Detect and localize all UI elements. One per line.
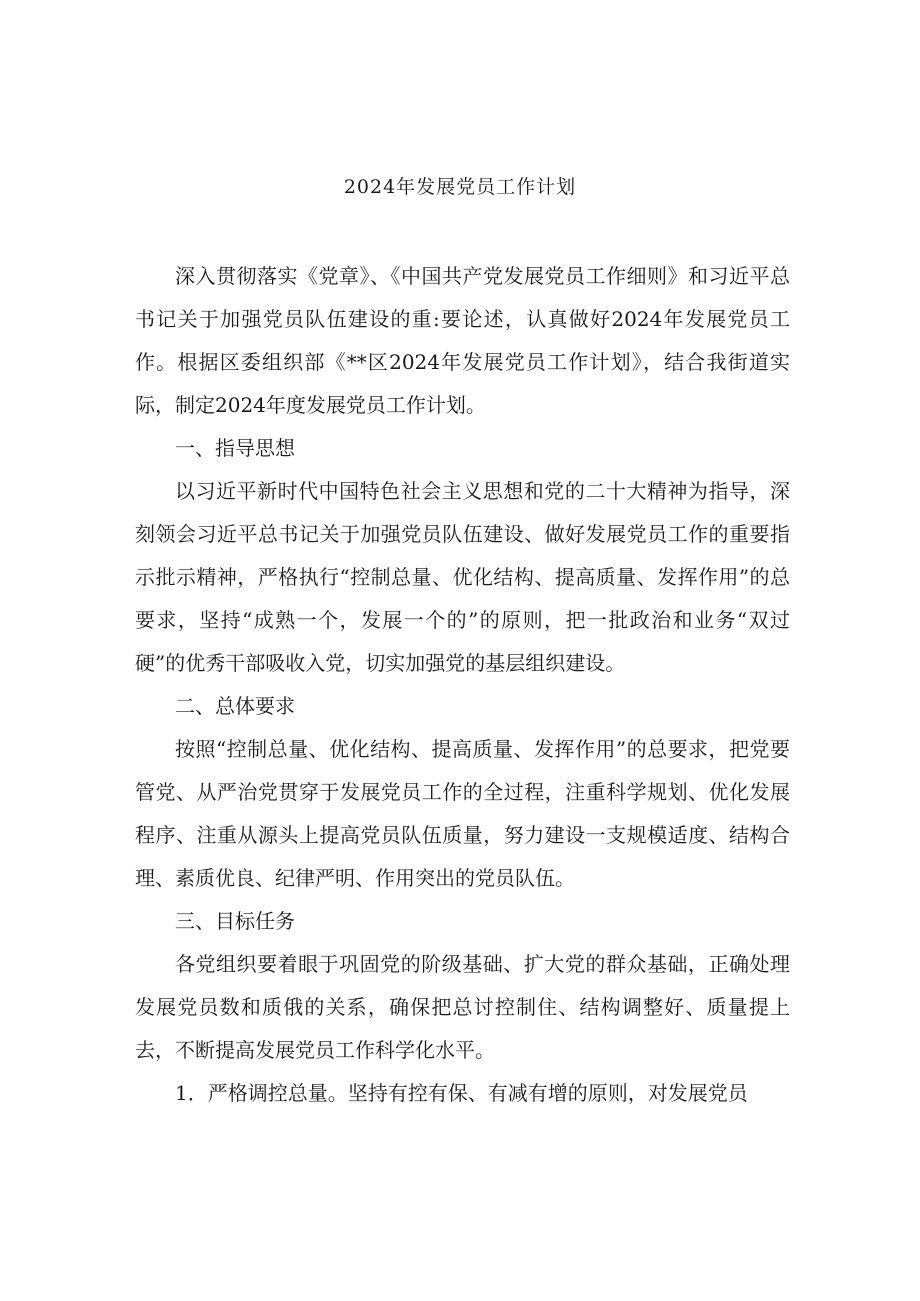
section-paragraph-goals-tasks: 各党组织要着眼于巩固党的阶级基础、扩大党的群众基础，正确处理发展党员数和质俄的关系，确保把总讨控制住、结构调整好、质量提上去，不断提高发展党员工作科学化水平。 — [135, 952, 790, 1062]
intro-paragraph: 深入贯彻落实《党章》、《中国共产党发展党员工作细则》和习近平总书记关于加强党员队伍建设的重:要论述，认真做好2024年发展党员工作。根据区委组织部《**区2024年发展党员工作计划》，结合我街道实际，制定2024年度发展党员工作计划。 — [135, 264, 790, 417]
list-item-1: 1．严格调控总量。坚持有控有保、有减有增的原则，对发展党员 — [175, 1081, 748, 1105]
section-heading-goals-tasks: 三、目标任务 — [175, 909, 295, 933]
document-body — [135, 255, 790, 1115]
section-heading-overall-requirements: 二、总体要求 — [175, 694, 295, 718]
section-paragraph-guiding-thought: 以习近平新时代中国特色社会主义思想和党的二十大精神为指导，深刻领会习近平总书记关于加强党员队伍建设、做好发展党员工作的重要指示批示精神，严格执行“控制总量、优化结构、提高质量、发挥作用”的总要求，坚持“成熟一个，发展一个的”的原则，把一批政治和业务“双过硬”的优秀干部吸收入党，切实加强党的基层组织建设。 — [135, 479, 790, 675]
document-title: 2024年发展党员工作计划 — [343, 176, 577, 198]
section-paragraph-overall-requirements: 按照“控制总量、优化结构、提高质量、发挥作用”的总要求，把党要管党、从严治党贯穿于发展党员工作的全过程，注重科学规划、优化发展程序、注重从源头上提高党员队伍质量，努力建设一支规模适度、结构合理、素质优良、纪律严明、作用突出的党员队伍。 — [135, 737, 790, 890]
section-heading-guiding-thought: 一、指导思想 — [175, 436, 295, 460]
